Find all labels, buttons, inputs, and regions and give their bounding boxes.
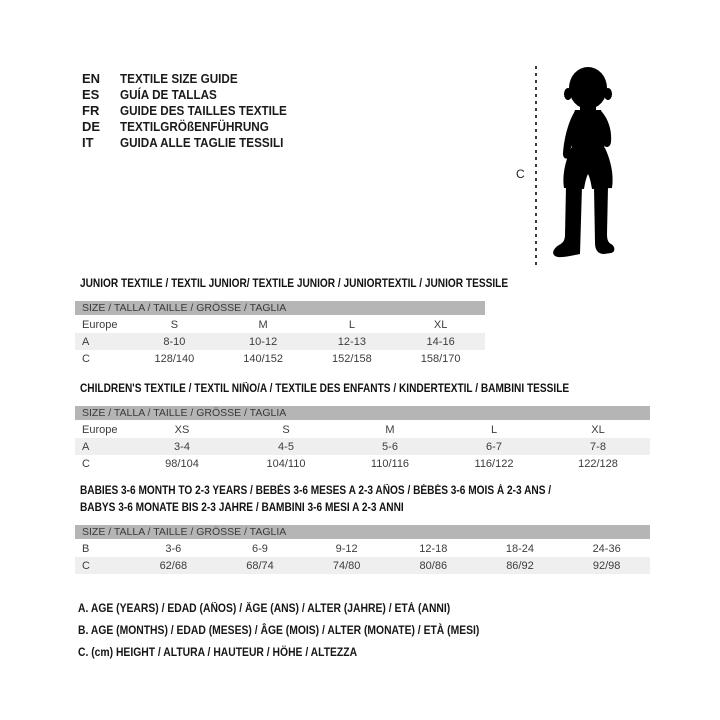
size-value-cell: 24-36 [592,542,621,555]
height-measure-dotted-line [535,66,537,268]
language-label: GUÍA DE TALLAS [120,87,217,102]
size-value-cell: L [348,318,355,331]
size-value-cell: M [385,423,395,436]
table-row [75,350,485,367]
size-table [75,540,650,574]
size-value-cell: S [170,318,179,331]
size-value-cell: 74/80 [332,559,361,572]
size-value-cell: 4-5 [278,440,294,453]
size-value-cell: 86/92 [506,559,534,572]
size-header-bar: SIZE / TALLA / TAILLE / GRÖSSE / TAGLIA [75,525,650,539]
size-value-cell: S [282,423,290,436]
measure-legend [78,598,479,664]
size-table [75,421,650,472]
size-value-cell: 3-6 [165,542,182,555]
size-value-cell: 92/98 [592,559,621,572]
size-value-cell: 12-13 [337,335,366,348]
language-row [82,103,305,119]
size-value-cell: 5-6 [382,440,398,453]
size-value-cell: 62/68 [159,559,188,572]
row-label: C [82,352,90,365]
table-row [75,540,650,557]
row-label: A [82,335,90,348]
size-value-cell: XL [433,318,448,331]
size-value-cell: XL [591,423,605,436]
language-row [82,71,305,87]
size-value-cell: 10-12 [249,335,278,348]
size-header-bar: SIZE / TALLA / TAILLE / GRÖSSE / TAGLIA [75,301,485,315]
size-value-cell: 116/122 [474,457,514,470]
table-title [80,276,509,293]
size-table-children [75,381,650,472]
table-row [75,333,485,350]
language-label: GUIDA ALLE TAGLIE TESSILI [120,135,284,150]
size-table [75,316,485,367]
language-row [82,135,305,151]
legend-line: C. (cm) HEIGHT / ALTURA / HAUTEUR / HÖHE / ALTEZZA [78,647,358,659]
size-value-cell: 98/104 [165,457,199,470]
row-label: A [82,440,90,453]
language-code: IT [82,135,94,150]
language-label: TEXTILE SIZE GUIDE [120,71,238,86]
row-label: C [82,457,90,470]
table-title-line: CHILDREN'S TEXTILE / TEXTIL NIÑO/A / TEXTILE DES ENFANTS / KINDERTEXTIL / BAMBINI TESSILE [80,383,570,395]
language-row [82,119,305,135]
size-value-cell: 6-7 [486,440,502,453]
size-value-cell: 14-16 [426,335,455,348]
table-row [75,455,650,472]
legend-line: B. AGE (MONTHS) / EDAD (MESES) / ÂGE (MOIS) / ALTER (MONATE) / ETÀ (MESI) [78,625,480,637]
size-value-cell: 152/158 [331,352,372,365]
size-value-cell: 12-18 [419,542,448,555]
size-value-cell: 7-8 [590,440,606,453]
table-row [75,557,650,574]
size-table-junior [75,276,509,367]
language-label: GUIDE DES TAILLES TEXTILE [120,103,287,118]
size-value-cell: L [490,423,498,436]
language-code: DE [82,119,101,134]
table-title-line: JUNIOR TEXTILE / TEXTIL JUNIOR/ TEXTILE JUNIOR / JUNIORTEXTIL / JUNIOR TESSILE [80,278,509,290]
table-row [75,316,485,333]
toddler-silhouette-icon [541,64,641,266]
row-label: Europe [82,423,118,436]
size-value-cell: 158/170 [420,352,461,365]
language-label: TEXTILGRÖßENFÜHRUNG [120,119,269,134]
size-value-cell: M [258,318,268,331]
size-value-cell: XS [174,423,190,436]
size-value-cell: 3-4 [174,440,190,453]
legend-line: A. AGE (YEARS) / EDAD (AÑOS) / ÂGE (ANS) / ALTER (JAHRE) / ETÀ (ANNI) [78,603,451,615]
language-code: FR [82,103,100,118]
size-value-cell: 104/110 [266,457,306,470]
language-list [82,71,305,151]
size-value-cell: 8-10 [163,335,186,348]
table-row [75,438,650,455]
table-row [75,421,650,438]
size-table-babies [75,483,650,574]
size-value-cell: 140/152 [243,352,283,365]
size-value-cell: 9-12 [335,542,358,555]
size-header-bar: SIZE / TALLA / TAILLE / GRÖSSE / TAGLIA [75,406,650,420]
size-value-cell: 122/128 [578,457,618,470]
size-value-cell: 68/74 [246,559,274,572]
table-title-line: BABIES 3-6 MONTH TO 2-3 YEARS / BEBÉS 3-6 MESES A 2-3 AÑOS / BÉBÉS 3-6 MOIS À 2-3 ANS / [80,485,552,497]
row-label: B [82,542,90,555]
table-title [80,483,582,517]
size-value-cell: 6-9 [252,542,268,555]
height-measure-label: C [516,167,525,181]
language-code: ES [82,87,100,102]
size-value-cell: 18-24 [505,542,535,555]
table-title [80,381,582,398]
table-title-line: BABYS 3-6 MONATE BIS 2-3 JAHRE / BAMBINI 3-6 MESI A 2-3 ANNI [80,502,404,514]
language-code: EN [82,71,101,86]
row-label: Europe [82,318,118,331]
row-label: C [82,559,90,572]
size-value-cell: 80/86 [419,559,448,572]
size-value-cell: 128/140 [154,352,195,365]
language-row [82,87,305,103]
size-value-cell: 110/116 [370,457,410,470]
